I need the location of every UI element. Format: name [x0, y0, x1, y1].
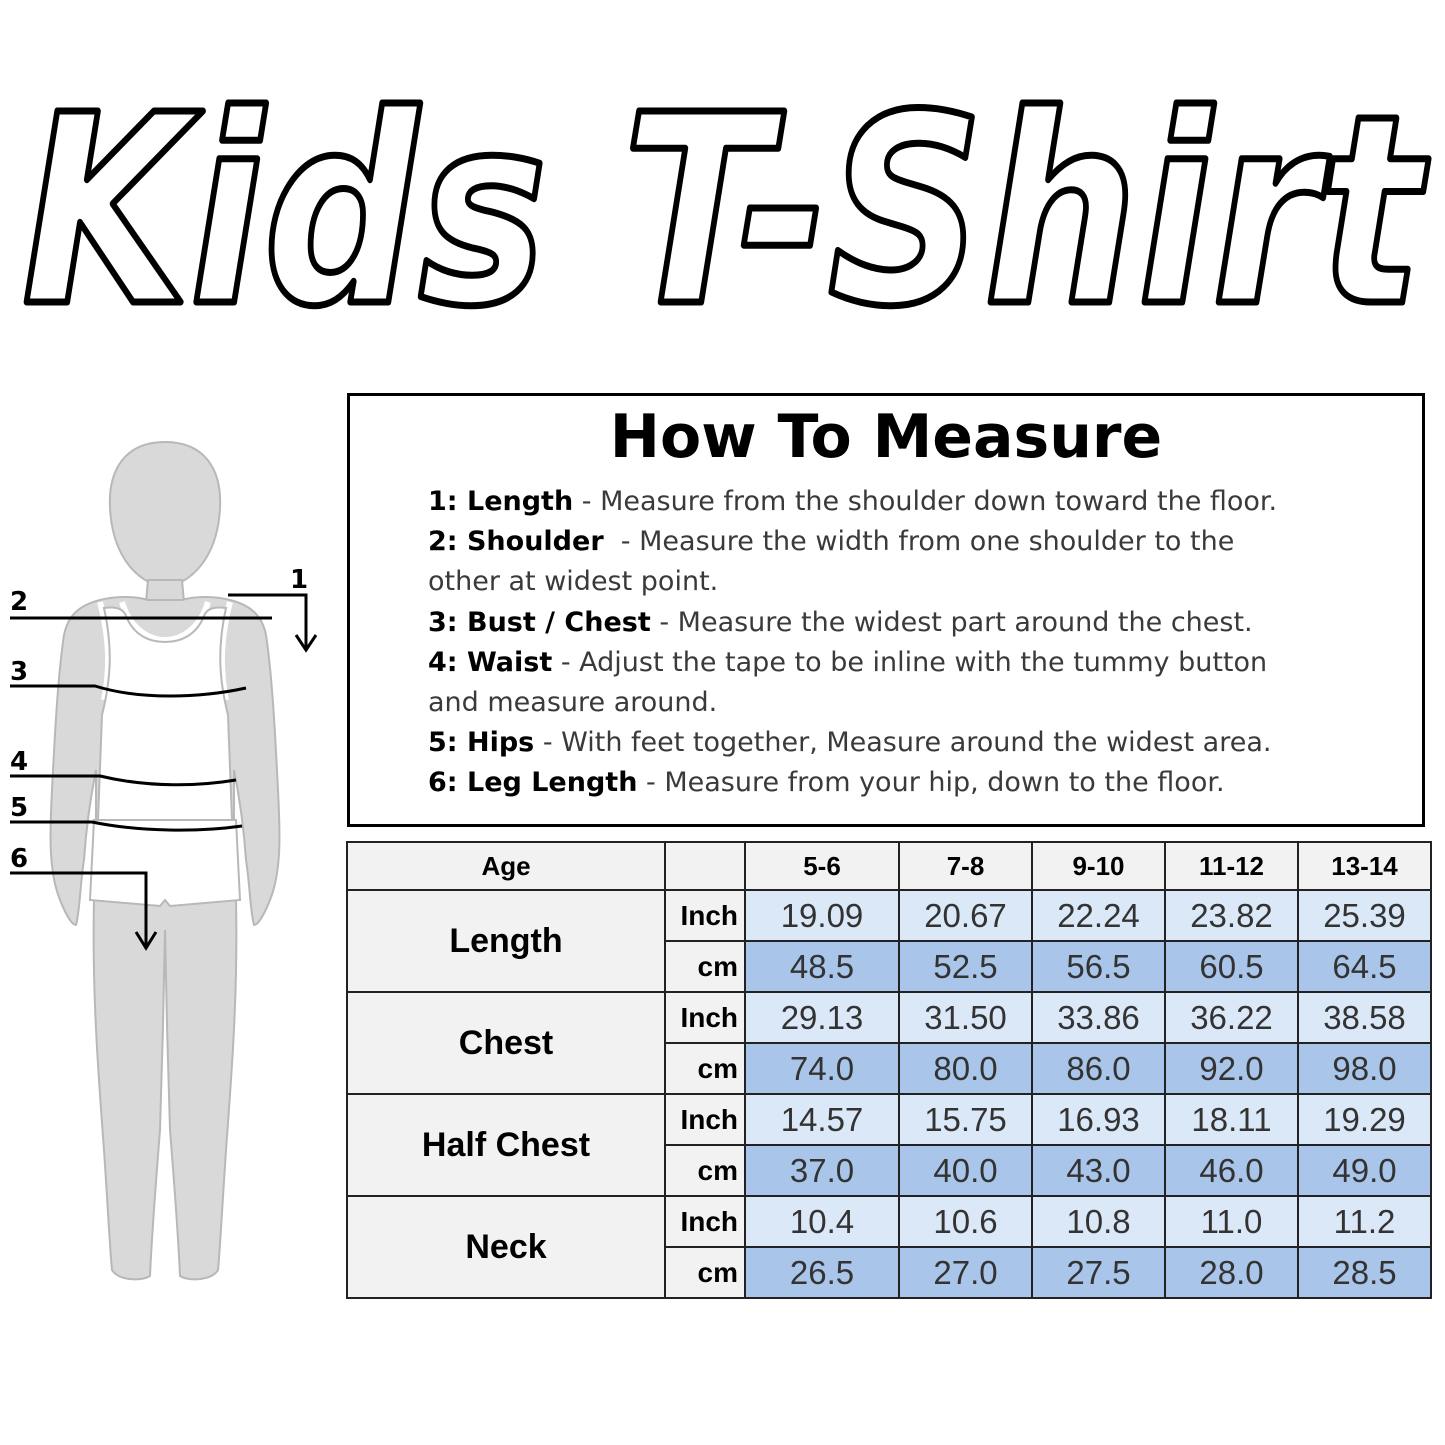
age-header: Age — [347, 842, 665, 890]
size-header: 9-10 — [1032, 842, 1165, 890]
marker-5: 5 — [10, 793, 29, 823]
table-cell: 86.0 — [1032, 1043, 1165, 1094]
table-cell: 46.0 — [1165, 1145, 1298, 1196]
table-cell: 26.5 — [745, 1247, 899, 1298]
figure-head — [110, 442, 220, 588]
marker-4: 4 — [10, 747, 29, 777]
table-cell: 16.93 — [1032, 1094, 1165, 1145]
table-row — [347, 890, 1431, 941]
table-cell: 27.0 — [899, 1247, 1032, 1298]
instruction-line: 3: Bust / Chest - Measure the widest part around the chest. — [428, 606, 1253, 638]
size-header: 11-12 — [1165, 842, 1298, 890]
measure-name: Neck — [347, 1196, 665, 1298]
instruction-line: 5: Hips - With feet together, Measure around the widest area. — [428, 727, 1272, 759]
unit-label: Inch — [665, 1094, 745, 1145]
table-cell: 19.29 — [1298, 1094, 1431, 1145]
marker-3: 3 — [10, 657, 29, 687]
title-text: Kids T-Shirt — [22, 70, 1431, 350]
table-cell: 40.0 — [899, 1145, 1032, 1196]
table-row — [347, 1196, 1431, 1247]
table-cell: 31.50 — [899, 992, 1032, 1043]
table-cell: 10.4 — [745, 1196, 899, 1247]
table-cell: 11.0 — [1165, 1196, 1298, 1247]
page-title — [0, 70, 1445, 350]
table-header-row — [347, 842, 1431, 890]
size-header: 5-6 — [745, 842, 899, 890]
size-chart-table — [346, 841, 1432, 1299]
how-to-measure-heading: How To Measure — [609, 402, 1163, 472]
table-cell: 92.0 — [1165, 1043, 1298, 1094]
measure-name: Chest — [347, 992, 665, 1094]
table-cell: 80.0 — [899, 1043, 1032, 1094]
size-header: 13-14 — [1298, 842, 1431, 890]
instruction-line: and measure around. — [428, 687, 718, 719]
child-body-figure — [0, 430, 345, 1310]
table-cell: 56.5 — [1032, 941, 1165, 992]
measure-instructions — [428, 482, 1418, 804]
table-cell: 10.6 — [899, 1196, 1032, 1247]
table-cell: 36.22 — [1165, 992, 1298, 1043]
table-cell: 19.09 — [745, 890, 899, 941]
unit-label: cm — [665, 941, 745, 992]
table-cell: 28.5 — [1298, 1247, 1431, 1298]
instruction-line: other at widest point. — [428, 566, 719, 598]
table-cell: 15.75 — [899, 1094, 1032, 1145]
instruction-line: 2: Shoulder - Measure the width from one shoulder to the — [428, 526, 1235, 558]
unit-label: Inch — [665, 1196, 745, 1247]
marker-2: 2 — [10, 587, 29, 617]
unit-header — [665, 842, 745, 890]
instruction-line: 4: Waist - Adjust the tape to be inline with the tummy button — [428, 646, 1268, 678]
table-cell: 33.86 — [1032, 992, 1165, 1043]
table-cell: 28.0 — [1165, 1247, 1298, 1298]
how-to-measure-box — [347, 393, 1425, 827]
table-cell: 18.11 — [1165, 1094, 1298, 1145]
unit-label: cm — [665, 1145, 745, 1196]
table-cell: 74.0 — [745, 1043, 899, 1094]
figure-legs — [94, 900, 237, 1279]
table-cell: 64.5 — [1298, 941, 1431, 992]
instruction-line: 1: Length - Measure from the shoulder down toward the floor. — [428, 486, 1278, 517]
table-cell: 38.58 — [1298, 992, 1431, 1043]
unit-label: cm — [665, 1043, 745, 1094]
table-row — [347, 992, 1431, 1043]
table-cell: 60.5 — [1165, 941, 1298, 992]
table-cell: 20.67 — [899, 890, 1032, 941]
table-cell: 10.8 — [1032, 1196, 1165, 1247]
table-cell: 37.0 — [745, 1145, 899, 1196]
table-cell: 29.13 — [745, 992, 899, 1043]
unit-label: cm — [665, 1247, 745, 1298]
measure-name: Length — [347, 890, 665, 992]
table-cell: 49.0 — [1298, 1145, 1431, 1196]
table-cell: 98.0 — [1298, 1043, 1431, 1094]
unit-label: Inch — [665, 890, 745, 941]
instruction-line: 6: Leg Length - Measure from your hip, down to the floor. — [428, 767, 1225, 799]
size-header: 7-8 — [899, 842, 1032, 890]
table-cell: 11.2 — [1298, 1196, 1431, 1247]
measure-name: Half Chest — [347, 1094, 665, 1196]
table-cell: 48.5 — [745, 941, 899, 992]
marker-6: 6 — [10, 844, 29, 874]
marker-1: 1 — [290, 565, 309, 595]
table-cell: 14.57 — [745, 1094, 899, 1145]
table-cell: 23.82 — [1165, 890, 1298, 941]
table-cell: 52.5 — [899, 941, 1032, 992]
table-cell: 43.0 — [1032, 1145, 1165, 1196]
table-cell: 27.5 — [1032, 1247, 1165, 1298]
table-cell: 22.24 — [1032, 890, 1165, 941]
table-row — [347, 1094, 1431, 1145]
unit-label: Inch — [665, 992, 745, 1043]
table-cell: 25.39 — [1298, 890, 1431, 941]
